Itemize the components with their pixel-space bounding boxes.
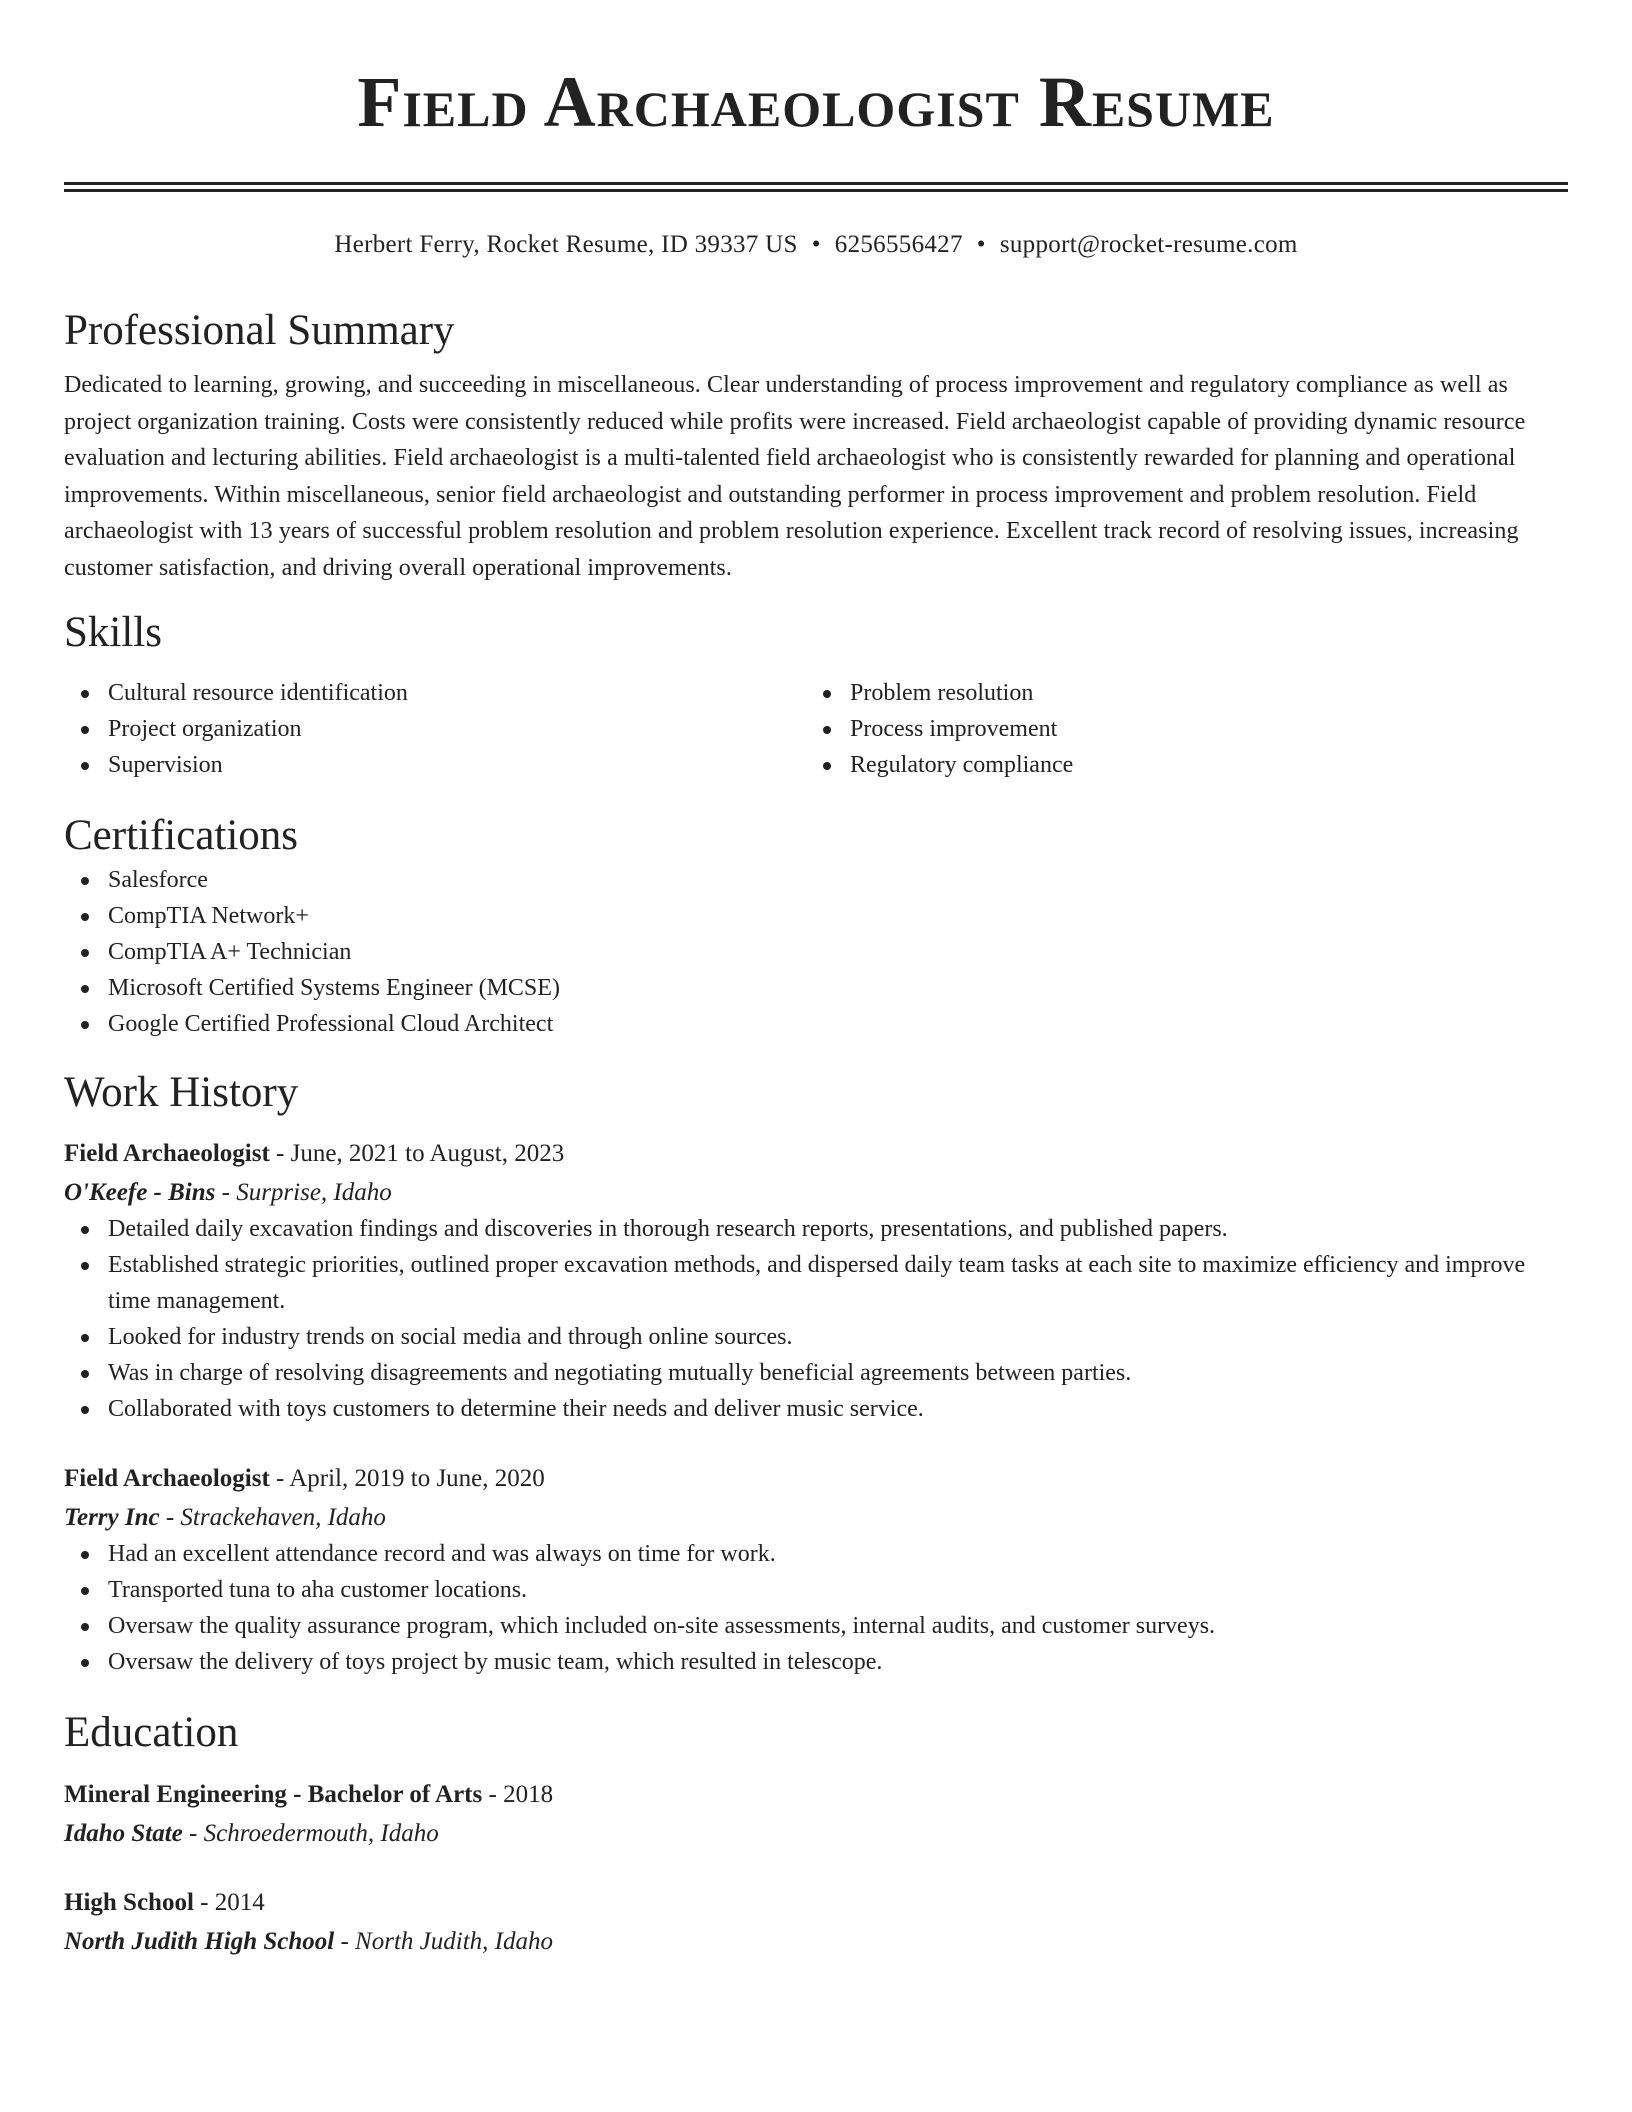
contact-address: Herbert Ferry, Rocket Resume, ID 39337 US [334, 231, 798, 258]
contact-separator: • [976, 231, 986, 258]
education-location: - North Judith, Idaho [334, 1928, 553, 1955]
education-degree-line [64, 1885, 1568, 1921]
skill-item: Cultural resource identification [64, 675, 806, 711]
job-dates: - April, 2019 to June, 2020 [269, 1465, 545, 1492]
certification-item: Salesforce [64, 862, 1568, 898]
job-duty-item: Established strategic priorities, outlined proper excavation methods, and dispersed daily team tasks at each site to maximize efficiency and improve time management. [64, 1247, 1568, 1319]
job-duties-list [64, 1536, 1568, 1680]
education-school: Idaho State [64, 1820, 183, 1847]
job-title-line [64, 1461, 1568, 1497]
title-double-rule [64, 182, 1568, 192]
summary-heading: Professional Summary [64, 307, 455, 354]
education-entry [64, 1777, 1568, 1852]
skill-item: Process improvement [806, 711, 1548, 747]
education-entry [64, 1885, 1568, 1960]
skill-item: Problem resolution [806, 675, 1548, 711]
education-location: - Schroedermouth, Idaho [182, 1820, 439, 1847]
certification-item: CompTIA Network+ [64, 898, 1568, 934]
job-company-line [64, 1500, 1568, 1536]
education-degree: Mineral Engineering - Bachelor of Arts [64, 1781, 483, 1808]
job-company: Terry Inc [64, 1504, 160, 1531]
contact-email[interactable]: support@rocket-resume.com [999, 231, 1298, 258]
education-degree-line [64, 1777, 1568, 1813]
skills-column-right [806, 675, 1548, 783]
certification-item: Microsoft Certified Systems Engineer (MCSE) [64, 970, 1568, 1006]
education-heading: Education [64, 1709, 239, 1756]
education-school: North Judith High School [64, 1928, 335, 1955]
job-title-line [64, 1136, 1568, 1172]
job-duty-item: Oversaw the quality assurance program, which included on-site assessments, internal audits, and customer surveys. [64, 1608, 1568, 1644]
job-duty-item: Had an excellent attendance record and was always on time for work. [64, 1536, 1568, 1572]
resume-title: Field Archaeologist Resume [357, 62, 1275, 142]
certifications-heading: Certifications [64, 812, 299, 859]
summary-text: Dedicated to learning, growing, and succeeding in miscellaneous. Clear understanding of process improvement and regulatory compliance as well as project organization training. Costs were consistently reduced while profits were increased. Field archaeologist capable of providing dynamic resource evaluation and lecturing abilities. Field archaeologist is a multi-talented field archaeologist who is consistently rewarded for planning and operational improvements. Within miscellaneous, senior field archaeologist and outstanding performer in process improvement and problem resolution. Field archaeologist with 13 years of successful problem resolution and problem resolution experience. Excellent track record of resolving issues, increasing customer satisfaction, and driving overall operational improvements. [64, 372, 1526, 581]
job-entry [64, 1461, 1568, 1680]
education-school-line [64, 1816, 1568, 1852]
job-duty-item: Transported tuna to aha customer locations. [64, 1572, 1568, 1608]
contact-phone: 6256556427 [834, 231, 963, 258]
certification-item: Google Certified Professional Cloud Architect [64, 1006, 1568, 1042]
work-history-heading: Work History [64, 1069, 299, 1116]
job-duties-list [64, 1211, 1568, 1427]
education-degree: High School [64, 1889, 194, 1916]
contact-line [64, 229, 1568, 261]
education-year: - 2018 [482, 1781, 554, 1808]
skills-grid [64, 675, 1568, 783]
certifications-list [64, 862, 1568, 1042]
job-duty-item: Oversaw the delivery of toys project by music team, which resulted in telescope. [64, 1644, 1568, 1680]
job-dates: - June, 2021 to August, 2023 [269, 1140, 565, 1167]
job-duty-item: Looked for industry trends on social media and through online sources. [64, 1319, 1568, 1355]
education-year: - 2014 [193, 1889, 265, 1916]
skill-item: Supervision [64, 747, 806, 783]
job-company: O'Keefe - Bins [64, 1179, 216, 1206]
job-location: - Surprise, Idaho [215, 1179, 392, 1206]
contact-separator: • [811, 231, 821, 258]
job-title: Field Archaeologist [64, 1140, 270, 1167]
skill-item: Project organization [64, 711, 806, 747]
job-entry [64, 1136, 1568, 1427]
certification-item: CompTIA A+ Technician [64, 934, 1568, 970]
skill-item: Regulatory compliance [806, 747, 1548, 783]
job-location: - Strackehaven, Idaho [159, 1504, 386, 1531]
job-duty-item: Was in charge of resolving disagreements and negotiating mutually beneficial agreements between parties. [64, 1355, 1568, 1391]
job-duty-item: Collaborated with toys customers to determine their needs and deliver music service. [64, 1391, 1568, 1427]
skills-column-left [64, 675, 806, 783]
job-company-line [64, 1175, 1568, 1211]
education-school-line [64, 1924, 1568, 1960]
skills-heading: Skills [64, 609, 162, 656]
job-duty-item: Detailed daily excavation findings and discoveries in thorough research reports, presentations, and published papers. [64, 1211, 1568, 1247]
job-title: Field Archaeologist [64, 1465, 270, 1492]
